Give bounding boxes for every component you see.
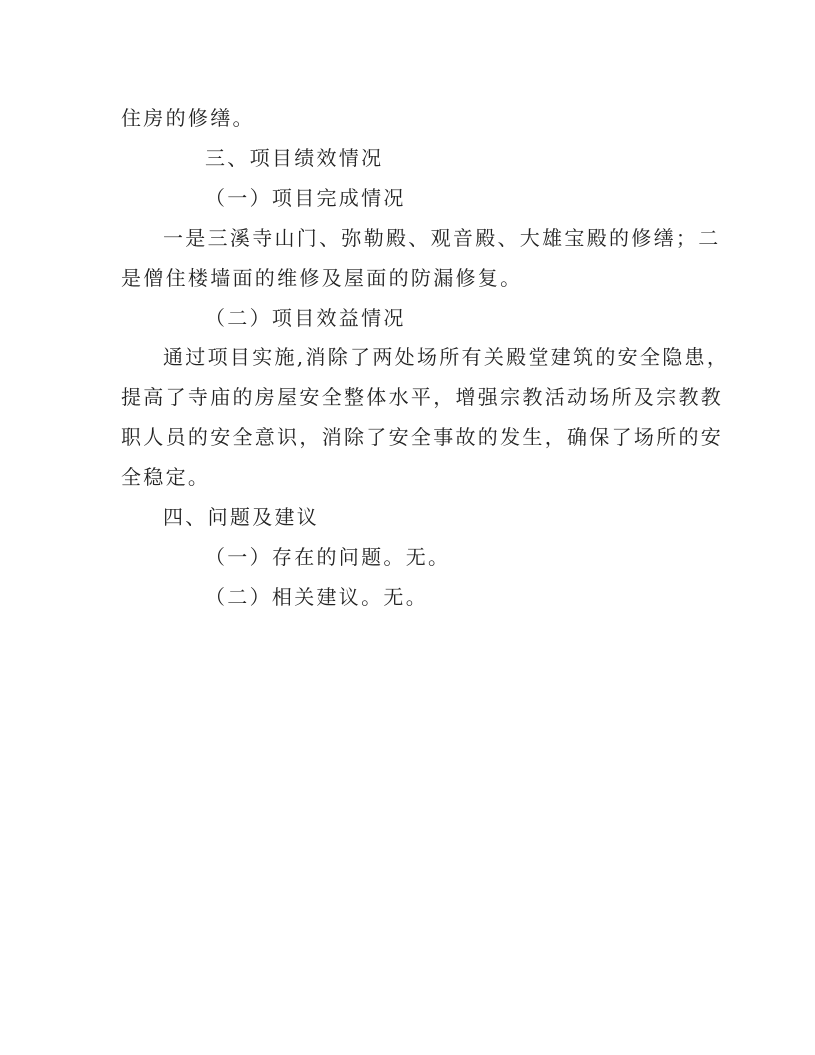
completion-paragraph-line-1: 一是三溪寺山门、弥勒殿、观音殿、大雄宝殿的修缮；二: [163, 226, 721, 250]
subheading-suggestions: （二）相关建议。无。: [205, 585, 428, 609]
subheading-completion: （一）项目完成情况: [205, 186, 406, 210]
section-heading-3: 三、项目绩效情况: [205, 146, 384, 170]
benefit-paragraph-line-2: 提高了寺庙的房屋安全整体水平，增强宗教活动场所及宗教教: [121, 385, 724, 409]
section-heading-4: 四、问题及建议: [163, 505, 320, 529]
subheading-problems: （一）存在的问题。无。: [205, 545, 451, 569]
benefit-paragraph-line-3: 职人员的安全意识，消除了安全事故的发生，确保了场所的安: [121, 425, 724, 449]
body-text-continuation: 住房的修缮。: [121, 106, 255, 130]
benefit-paragraph-line-4: 全稳定。: [121, 465, 211, 489]
subheading-benefit: （二）项目效益情况: [205, 306, 406, 330]
benefit-paragraph-line-1: 通过项目实施,消除了两处场所有关殿堂建筑的安全隐患，: [163, 345, 730, 369]
completion-paragraph-line-2: 是僧住楼墙面的维修及屋面的防漏修复。: [121, 266, 523, 290]
